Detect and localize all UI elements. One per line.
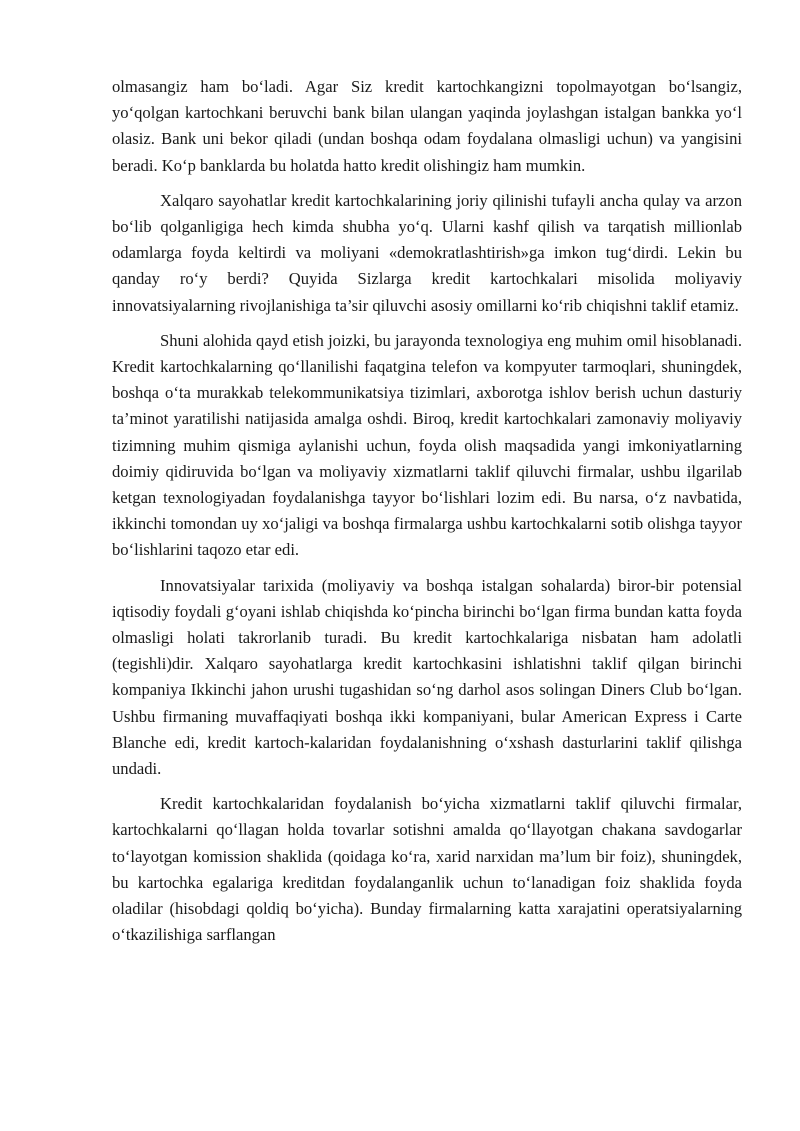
paragraph-3: Shuni alohida qayd etish joizki, bu jarayonda texnologiya eng muhim omil hisoblanadi. Kredit kartochkalarning qo‘llanilishi faqatgina telefon va kompyuter tarmoqlari, shuningdek, boshqa o‘ta murakkab telekommunikatsiya tizimlari, axborotga ishlov berish uchun dasturiy ta’minot yaratilishi natijasida amalga oshdi. Biroq, kredit kartochkalari zamonaviy moliyaviy tizimning muhim qismiga aylanishi uchun, foyda olish maqsadida yangi imkoniyatlarning doimiy qidiruvida bo‘lgan va moliyaviy xizmatlarni taklif qiluvchi firmalar, ushbu ilgarilab ketgan texnologiyadan foydalanishga tayyor bo‘lishlari lozim edi. Bu narsa, o‘z navbatida, ikkinchi tomondan uy xo‘jaligi va boshqa firmalarga ushbu kartochkalarni sotib olishga tayyor bo‘lishlarini taqozo etar edi. [112,330,742,560]
document-page [112,74,742,958]
paragraph-4: Innovatsiyalar tarixida (moliyaviy va boshqa istalgan sohalarda) biror-bir potensial iqtisodiy foydali g‘oyani ishlab chiqishda ko‘pincha birinchi bo‘lgan firma bundan katta foyda olmasligi holati takrorlanib turadi. Bu kredit kartochkalariga nisbatan ham adolatli (tegishli)dir. Xalqaro sayohatlarga kredit kartochkasini ishlatishni taklif qilgan birinchi kompaniya Ikkinchi jahon urushi tugashidan so‘ng darhol asos solingan Diners Club bo‘lgan. Ushbu firmaning muvaffaqiyati boshqa ikki kompaniyani, bular American Express i Carte Blanche edi, kredit kartoch-kalaridan foydalanishning o‘xshash dasturlarini taklif qilishga undadi. [112,575,742,779]
paragraph-5: Kredit kartochkalaridan foydalanish bo‘yicha xizmatlarni taklif qiluvchi firmalar, kartochkalarni qo‘llagan holda tovarlar sotishni amalda qo‘llayotgan chakana savdogarlar to‘layotgan komission shaklida (qoidaga ko‘ra, xarid narxidan ma’lum bir foiz), shuningdek, bu kartochka egalariga kreditdan foydalanganlik uchun to‘lanadigan foiz shaklida foyda oladilar (hisobdagi qoldiq bo‘yicha). Bunday firmalarning katta xarajatini operatsiyalarning o‘tkazilishiga sarflangan [112,794,742,945]
paragraph-1: olmasangiz ham bo‘ladi. Agar Siz kredit kartochkangizni topolmayotgan bo‘lsangiz, yo‘qolgan kartochkani beruvchi bank bilan ulangan yaqinda joylashgan istalgan bankka yo‘l olasiz. Bank uni bekor qiladi (undan boshqa odam foydalana olmasligi uchun) va yangisini beradi. Ko‘p banklarda bu holatda hatto kredit olishingiz ham mumkin. [112,77,742,175]
paragraph-2: Xalqaro sayohatlar kredit kartochkalarining joriy qilinishi tufayli ancha qulay va arzon bo‘lib qolganligiga hech kimda shubha yo‘q. Ularni kashf qilish va tarqatish millionlab odamlarga foyda keltirdi va moliyani «demokratlashtirish»ga imkon tug‘dirdi. Lekin bu qanday ro‘y berdi? Quyida Sizlarga kredit kartochkalari misolida moliyaviy innovatsiyalarning rivojlanishiga ta’sir qiluvchi asosiy omillarni ko‘rib chiqishni taklif etamiz. [112,190,742,315]
